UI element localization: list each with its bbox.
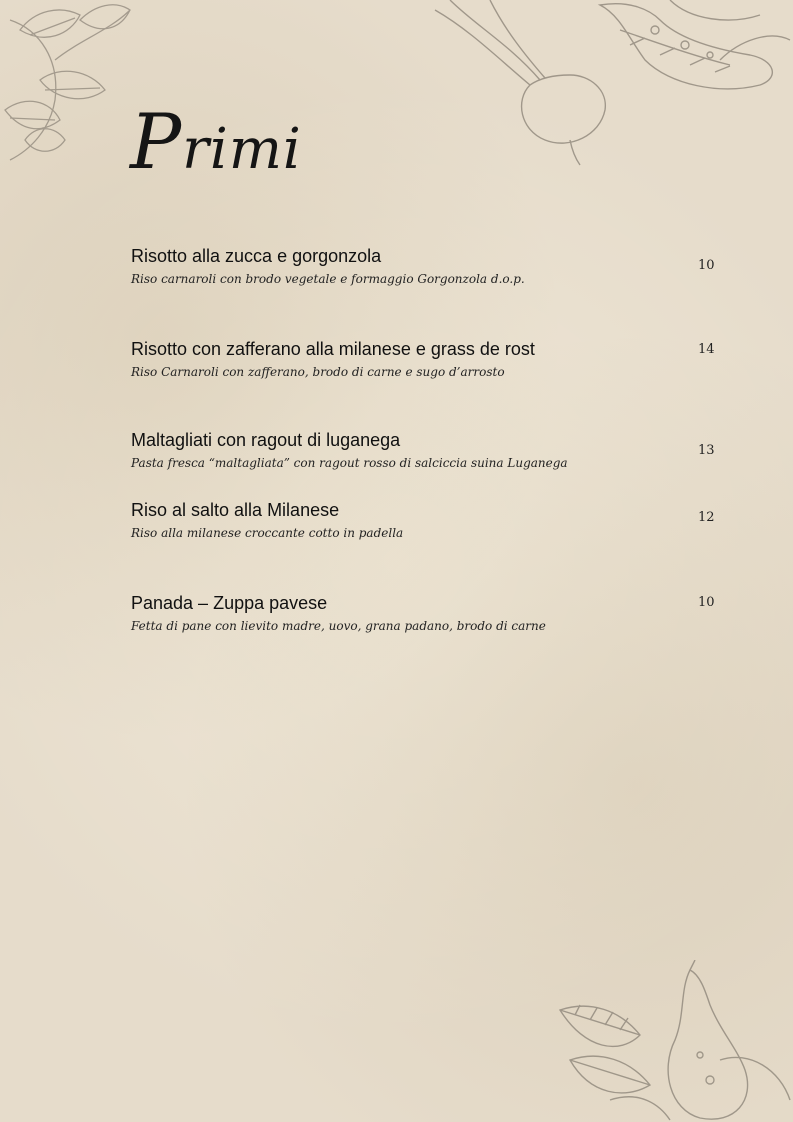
dish-name: Panada – Zuppa pavese (131, 593, 328, 613)
dish-price: 13 (698, 443, 715, 458)
title-rest: rimi (182, 117, 302, 182)
section-title (130, 97, 302, 186)
dish-description: Riso carnaroli con brodo vegetale e formaggio Gorgonzola d.o.p. (131, 272, 525, 286)
dish-description: Fetta di pane con lievito madre, uovo, grana padano, brodo di carne (131, 619, 546, 633)
menu-item (131, 245, 721, 287)
beet-and-vegetable-sketch-icon (430, 0, 793, 170)
dish-description: Riso alla milanese croccante cotto in padella (131, 526, 404, 540)
dish-price: 10 (698, 258, 715, 273)
dish-name: Risotto alla zucca e gorgonzola (131, 246, 382, 266)
dish-description: Pasta fresca “maltagliata” con ragout rosso di salciccia suina Luganega (131, 456, 568, 470)
menu-item (131, 338, 721, 380)
dish-price: 14 (698, 342, 715, 357)
title-initial: P (130, 97, 183, 186)
dish-price: 12 (698, 510, 715, 525)
dish-name: Risotto con zafferano alla milanese e grass de rost (131, 339, 535, 359)
dish-name: Riso al salto alla Milanese (131, 500, 340, 520)
dish-price: 10 (698, 595, 715, 610)
squash-and-leaf-sketch-icon (550, 960, 793, 1122)
menu-item (131, 499, 721, 541)
menu-item (131, 429, 721, 471)
dish-description: Riso Carnaroli con zafferano, brodo di carne e sugo d’arrosto (131, 365, 505, 379)
leaf-sketch-icon (0, 0, 140, 170)
menu-item (131, 592, 721, 634)
dish-name: Maltagliati con ragout di luganega (131, 430, 401, 450)
